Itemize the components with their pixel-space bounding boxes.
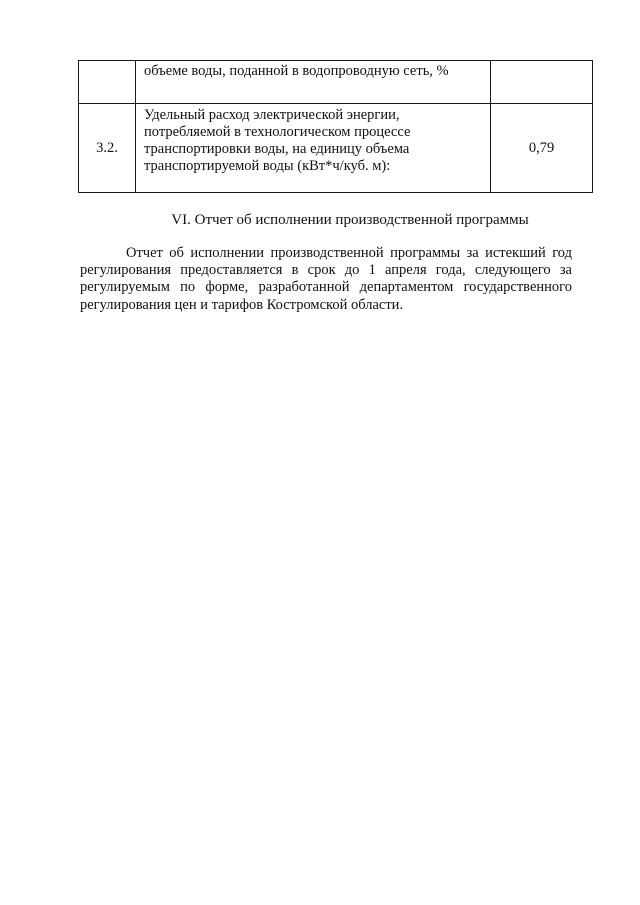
indicators-table (78, 60, 593, 193)
row-value-cell: 0,79 (491, 104, 593, 193)
table-row (79, 61, 593, 104)
row-number-cell (79, 61, 136, 104)
row-description-cell: Удельный расход электрической энергии, потребляемой в технологическом процессе транспортировки воды, на единицу объема транспортируемой воды (кВт*ч/куб. м): (136, 104, 491, 193)
section-paragraph: Отчет об исполнении производственной программы за истекший год регулирования предоставляется в срок до 1 апреля года, следующего за регулируемым по форме, разработанной департаментом государственного регулирования цен и тарифов Костромской области. (80, 245, 572, 313)
table-row (79, 104, 593, 193)
row-description-cell: объеме воды, поданной в водопроводную сеть, % (136, 61, 491, 104)
section-heading: VI. Отчет об исполнении производственной программы (171, 212, 529, 228)
row-value-cell (491, 61, 593, 104)
row-number-cell: 3.2. (79, 104, 136, 193)
